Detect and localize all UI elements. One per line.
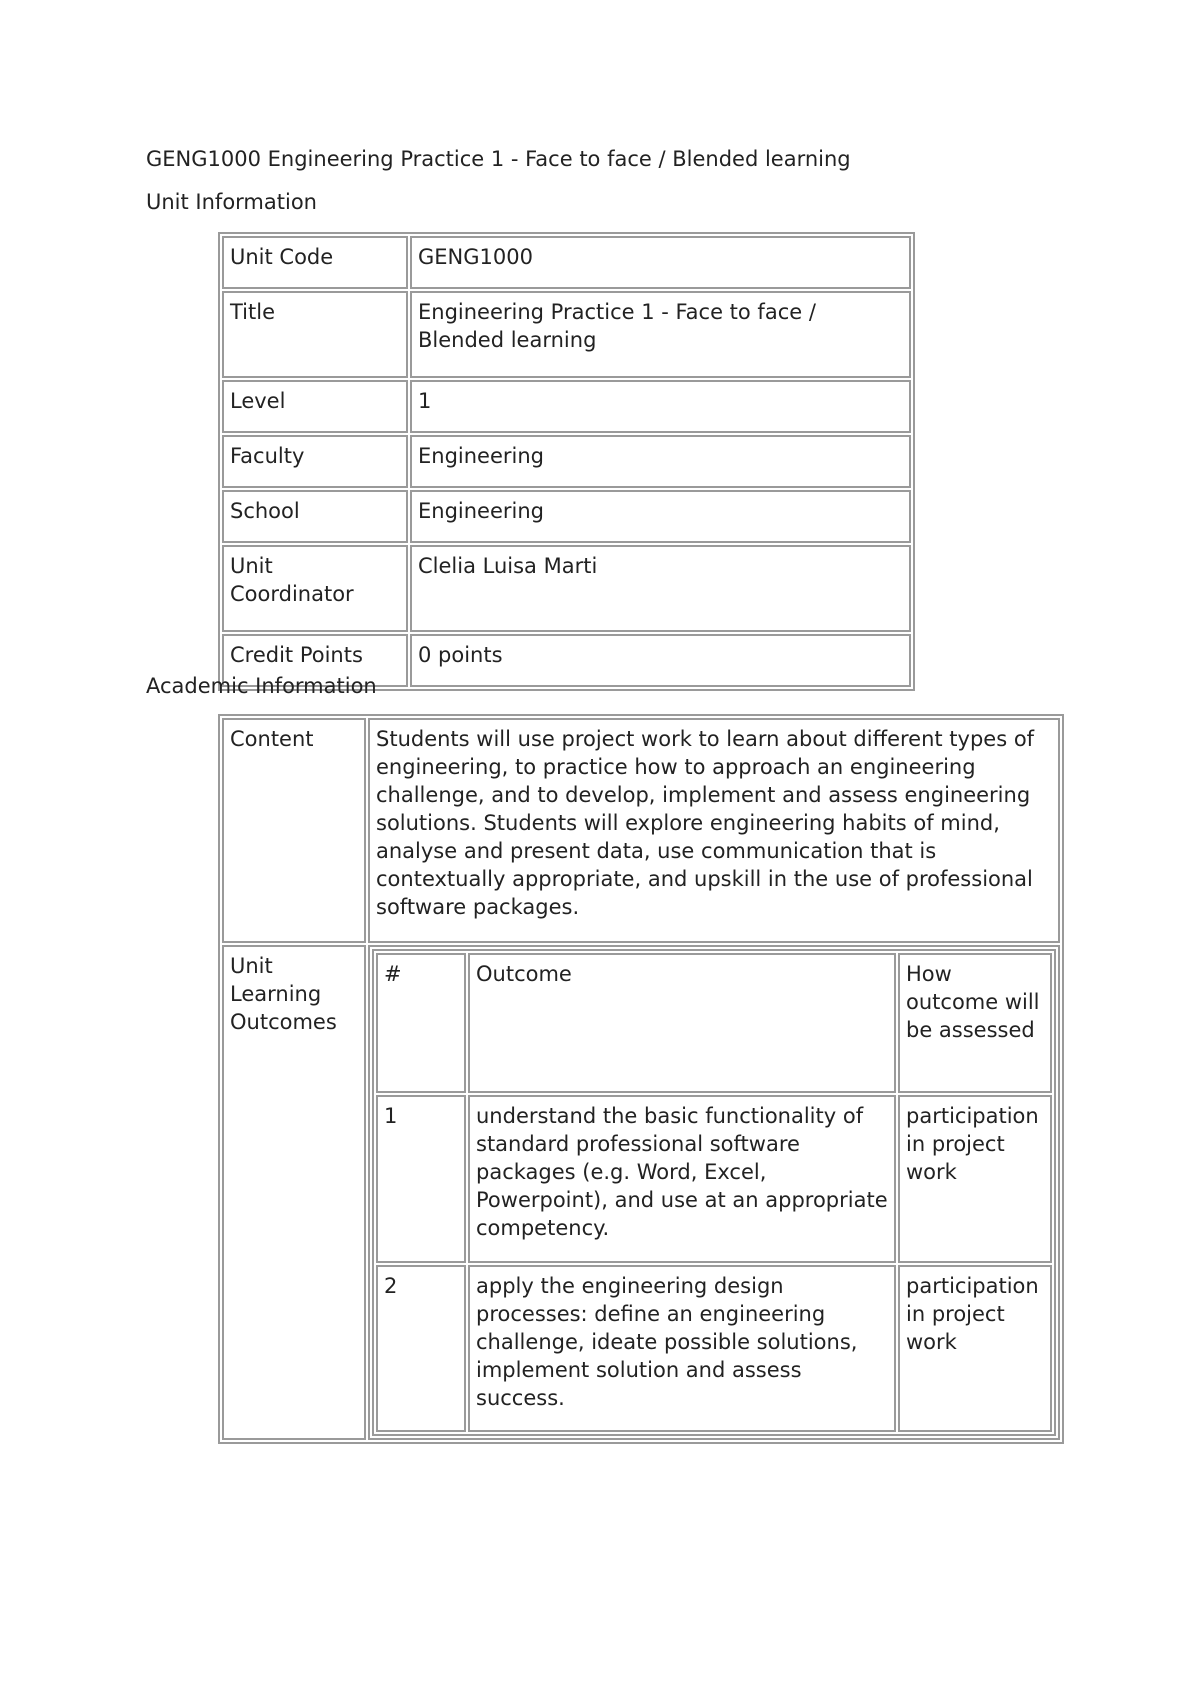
credit-points-label: Credit Points [222, 634, 408, 687]
content-label: Content [222, 718, 366, 943]
learning-outcomes-cell [368, 945, 1060, 1440]
credit-points-value: 0 points [410, 634, 911, 687]
school-value: Engineering [410, 490, 911, 543]
title-value: Engineering Practice 1 - Face to face / Blended learning [410, 291, 911, 378]
number-column-header: # [376, 953, 466, 1093]
level-label: Level [222, 380, 408, 433]
learning-outcomes-table [372, 949, 1056, 1436]
table-row [376, 1095, 1052, 1263]
document-title: GENG1000 Engineering Practice 1 - Face to face / Blended learning [146, 147, 851, 171]
title-label: Title [222, 291, 408, 378]
table-row [222, 435, 911, 488]
table-row [222, 291, 911, 378]
outcome-column-header: Outcome [468, 953, 896, 1093]
table-row [222, 490, 911, 543]
unit-information-table [218, 232, 915, 691]
table-row [222, 236, 911, 289]
faculty-label: Faculty [222, 435, 408, 488]
unit-code-value: GENG1000 [410, 236, 911, 289]
school-label: School [222, 490, 408, 543]
table-header-row [376, 953, 1052, 1093]
table-row [376, 1265, 1052, 1432]
unit-information-heading: Unit Information [146, 190, 317, 214]
unit-learning-outcomes-label: Unit Learning Outcomes [222, 945, 366, 1440]
level-value: 1 [410, 380, 911, 433]
content-text: Students will use project work to learn about different types of engineering, to practice how to approach an engineering challenge, and to develop, implement and assess engineering solutions. Students will explore engineering habits of mind, analyse and present data, use communication that is contextually appropriate, and upskill in the use of professional software packages. [368, 718, 1060, 943]
faculty-value: Engineering [410, 435, 911, 488]
unit-code-label: Unit Code [222, 236, 408, 289]
unit-coordinator-label: Unit Coordinator [222, 545, 408, 632]
outcome-assessment: participation in project work [898, 1265, 1052, 1432]
academic-information-table [218, 714, 1064, 1444]
table-row [222, 945, 1060, 1440]
outcome-assessment: participation in project work [898, 1095, 1052, 1263]
outcome-number: 2 [376, 1265, 466, 1432]
table-row [222, 718, 1060, 943]
table-row [222, 545, 911, 632]
unit-coordinator-value: Clelia Luisa Marti [410, 545, 911, 632]
table-row [222, 380, 911, 433]
outcome-text: understand the basic functionality of standard professional software packages (e.g. Word, Excel, Powerpoint), and use at an appropriate competency. [468, 1095, 896, 1263]
outcome-number: 1 [376, 1095, 466, 1263]
outcome-text: apply the engineering design processes: define an engineering challenge, ideate possible solutions, implement solution and assess success. [468, 1265, 896, 1432]
assessment-column-header: How outcome will be assessed [898, 953, 1052, 1093]
academic-information-heading: Academic Information [146, 674, 377, 698]
